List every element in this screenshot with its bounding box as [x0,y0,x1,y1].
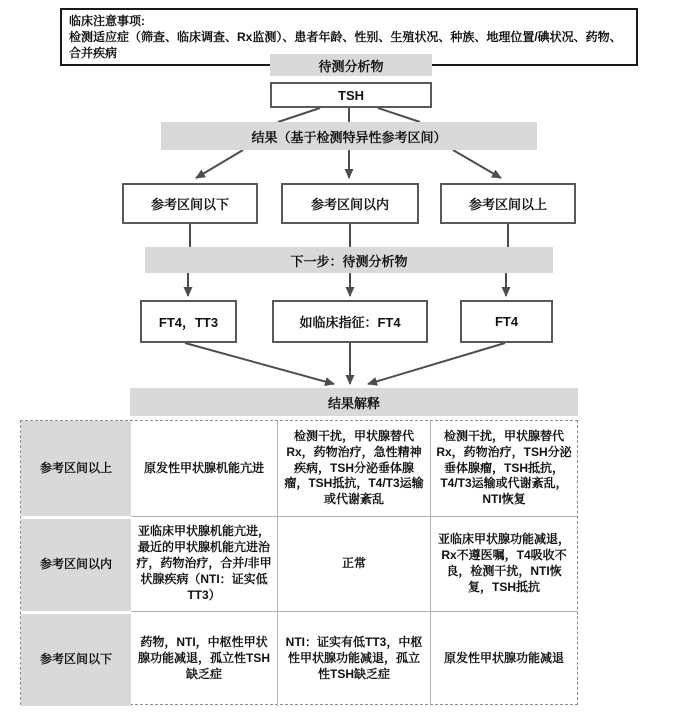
result-box-above-range: 参考区间以上 [440,183,576,224]
table-cell: 亚临床甲状腺机能亢进，最近的甲状腺机能亢进治疗，药物治疗，合并/非甲状腺疾病（NTI：证实低TT3） [131,516,277,611]
arrow-result-right [453,150,501,178]
next-step-band: 下一步：待测分析物 [145,247,553,273]
tsh-box: TSH [270,82,432,108]
table-cell: NTI：证实有低TT3，中枢性甲状腺功能减退，孤立性TSH缺乏症 [277,611,430,706]
arrow-result-left [196,150,243,178]
table-cell: 检测干扰，甲状腺替代Rx，药物治疗，TSH分泌垂体腺瘤，TSH抵抗，T4/T3运输或代谢紊乱，NTI恢复 [430,421,577,516]
result-box-within-range: 参考区间以内 [281,183,419,224]
clinical-note-body: 检测适应症（筛查、临床调查、Rx监测）、患者年龄、性别、生殖状况、种族、地理位置/碘状况、药物、合并疾病 [69,30,622,60]
table-cell: 亚临床甲状腺功能减退，Rx不遵医嘱，T4吸收不良，检测干扰，NTI恢复，TSH抵抗 [430,516,577,611]
clinical-note-title: 临床注意事项: [69,14,145,28]
interpretation-table [20,420,578,705]
next-box-ft4-tt3: FT4，TT3 [140,300,237,343]
next-box-if-indicated-ft4: 如临床指征：FT4 [272,300,428,343]
connector-tsh-left [278,108,320,122]
row-label-above: 参考区间以上 [21,421,131,516]
arrow-converge-left [185,343,334,384]
row-label-within: 参考区间以内 [21,516,131,611]
arrow-converge-right [368,343,505,384]
result-band: 结果（基于检测特异性参考区间） [161,122,537,150]
table-cell: 原发性甲状腺功能减退 [430,611,577,706]
next-box-ft4: FT4 [460,300,553,343]
interpretation-band: 结果解释 [130,388,578,416]
result-box-below-range: 参考区间以下 [122,183,258,224]
table-cell: 检测干扰，甲状腺替代Rx，药物治疗，急性精神疾病，TSH分泌垂体腺瘤，TSH抵抗，T4/T3运输或代谢紊乱 [277,421,430,516]
table-cell: 正常 [277,516,430,611]
table-cell: 原发性甲状腺机能亢进 [143,460,264,475]
row-label-below: 参考区间以下 [21,611,131,706]
connector-tsh-right [378,108,420,122]
table-cell: 药物，NTI，中枢性甲状腺功能减退，孤立性TSH缺乏症 [131,611,277,706]
analyte-band: 待测分析物 [270,54,432,76]
